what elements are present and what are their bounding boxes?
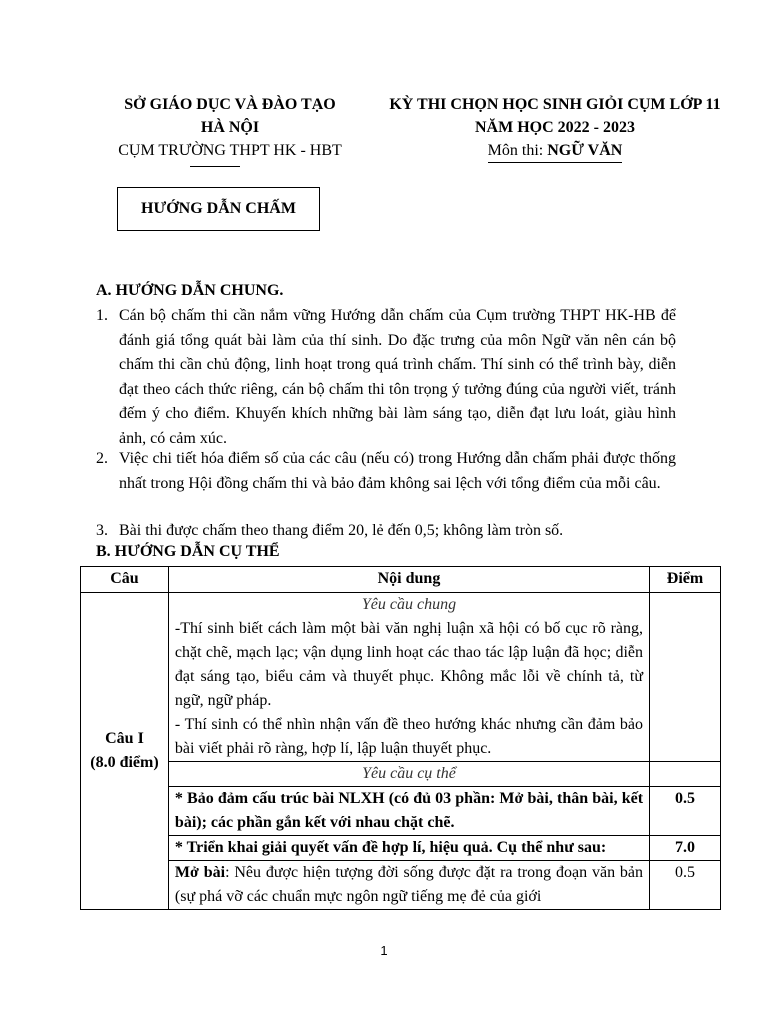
col-header-cau: Câu <box>81 567 169 593</box>
subject-label: Môn thi: <box>487 142 548 159</box>
score-cell: 0.5 <box>650 861 721 910</box>
question-points: (8.0 điểm) <box>90 754 159 771</box>
table-header-row <box>81 567 721 593</box>
col-header-diem: Điểm <box>650 567 721 593</box>
item-text: Việc chi tiết hóa điểm số của các câu (nếu có) trong Hướng dẫn chấm phải được thống nhất trong Hội đồng chấm thi và bảo đảm không sai lệch với tổng điểm của mỗi câu. <box>119 450 676 492</box>
general-requirements-p1: -Thí sinh biết cách làm một bài văn nghị luận xã hội có bố cục rõ ràng, chặt chẽ, mạch lạc; vận dụng linh hoạt các thao tác lập luận đã học; diễn đạt sáng tạo, biểu cảm và thuyết phục. Không mắc lỗi về chính tả, từ ngữ, ngữ pháp. <box>174 620 644 709</box>
guideline-item-2 <box>96 447 676 496</box>
school-year: NĂM HỌC 2022 - 2023 <box>475 119 635 136</box>
header-right <box>350 93 760 163</box>
page-number: 1 <box>380 943 388 958</box>
introduction-requirement <box>168 861 649 910</box>
general-requirements-p2: - Thí sinh có thể nhìn nhận vấn đề theo hướng khác nhưng cần đảm bảo bài viết phải rõ ràng, hợp lí, lập luận thuyết phục. <box>174 716 644 757</box>
subject-value: NGỮ VĂN <box>547 142 623 159</box>
score-cell: 0.5 <box>650 787 721 836</box>
item-number: 1. <box>96 307 108 324</box>
table-row <box>81 762 721 787</box>
subject-line <box>350 139 760 163</box>
score-cell: 7.0 <box>650 836 721 861</box>
school-cluster: CỤM TRƯỜNG THPT HK - HBT <box>118 142 342 159</box>
title-box: HƯỚNG DẪN CHẤM <box>117 187 320 231</box>
scoring-table <box>80 566 721 910</box>
general-requirements-cell <box>168 593 649 762</box>
structure-requirement: * Bảo đảm cấu trúc bài NLXH (có đủ 03 phần: Mở bài, thân bài, kết bài); các phần gắn kết với nhau chặt chẽ. <box>168 787 649 836</box>
development-requirement: * Triển khai giải quyết vấn đề hợp lí, hiệu quả. Cụ thể như sau: <box>168 836 649 861</box>
table-row <box>81 787 721 836</box>
header-underline <box>190 166 240 167</box>
question-cell <box>81 593 169 910</box>
col-header-noidung: Nội dung <box>168 567 649 593</box>
exam-title: KỲ THI CHỌN HỌC SINH GIỎI CỤM LỚP 11 <box>389 96 721 113</box>
section-b-heading: B. HƯỚNG DẪN CỤ THỂ <box>96 543 280 560</box>
question-label: Câu I <box>105 730 144 747</box>
guideline-item-3 <box>96 519 676 544</box>
specific-requirements-heading: Yêu cầu cụ thể <box>168 762 649 787</box>
guideline-item-1 <box>96 304 676 451</box>
item-number: 2. <box>96 450 108 467</box>
header-left <box>90 93 370 162</box>
city-name: HÀ NỘI <box>200 119 260 136</box>
item-number: 3. <box>96 522 108 539</box>
item-text: Bài thi được chấm theo thang điểm 20, lẻ đến 0,5; không làm tròn số. <box>119 522 564 539</box>
table-row <box>81 593 721 762</box>
general-requirements-heading: Yêu cầu chung <box>361 596 457 613</box>
introduction-text: : Nêu được hiện tượng đời sống được đặt ra trong đoạn văn bản (sự phá vỡ các chuẩn mực ngôn ngữ tiếng mẹ đẻ của giới <box>174 864 644 905</box>
item-text: Cán bộ chấm thi cần nắm vững Hướng dẫn chấm của Cụm trường THPT HK-HB để đánh giá tổng quát bài làm của thí sinh. Do đặc trưng của môn Ngữ văn nên cán bộ chấm thi cần chủ động, linh hoạt trong quá trình chấm. Thí sinh có thể trình bày, diễn đạt theo cách thức riêng, cán bộ chấm thi tôn trọng ý tưởng đúng của người viết, tránh đếm ý cho điểm. Khuyến khích những bài làm sáng tạo, diễn đạt lưu loát, giàu hình ảnh, có cảm xúc. <box>119 307 676 447</box>
department-name: SỞ GIÁO DỤC VÀ ĐÀO TẠO <box>124 96 336 113</box>
table-row <box>81 861 721 910</box>
score-cell-empty <box>650 593 721 762</box>
table-row <box>81 836 721 861</box>
score-cell-empty <box>650 762 721 787</box>
section-a-heading: A. HƯỚNG DẪN CHUNG. <box>96 282 284 299</box>
introduction-label: Mở bài <box>174 864 226 881</box>
